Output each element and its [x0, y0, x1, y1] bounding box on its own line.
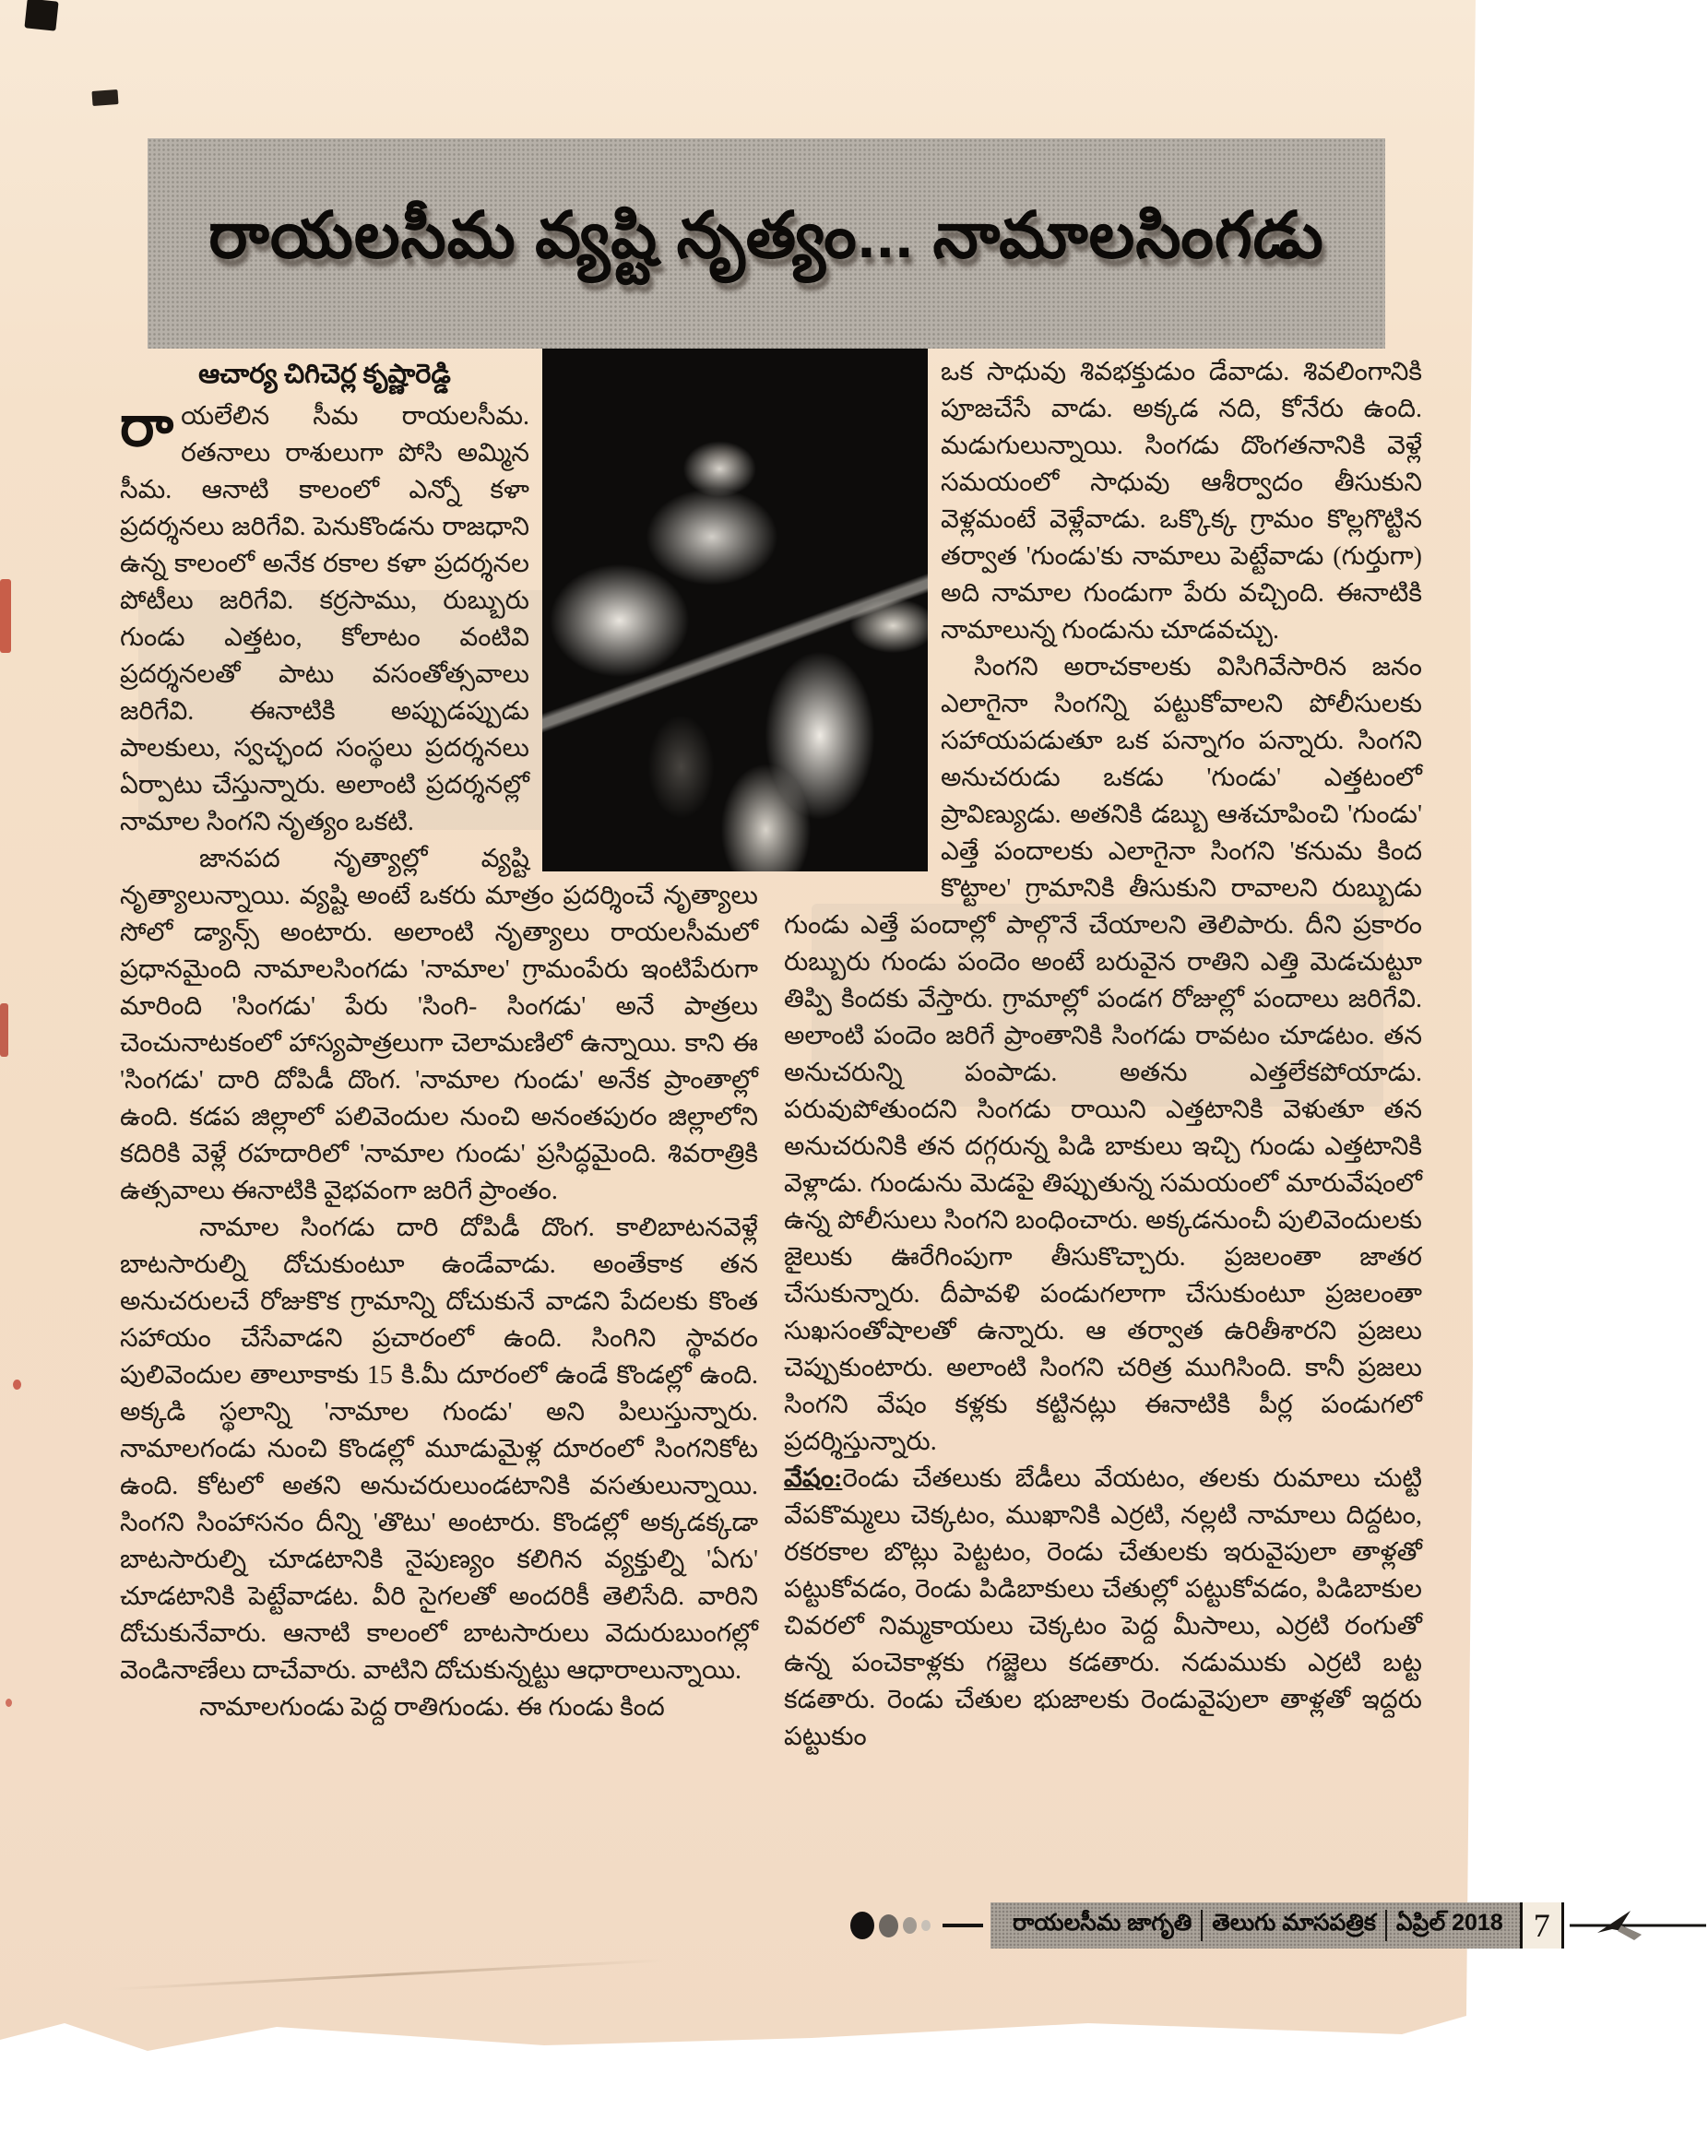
- scan-artifact-red: [13, 1380, 21, 1390]
- paragraph-text: రెండు చేతలుకు బేడీలు వేయటం, తలకు రుమాలు చుట్టి వేపకొమ్మలు చెక్కటం, ముఖానికి ఎర్రటి, నల్లటి నామాలు దిద్దటం, రకరకాల బొట్లు పెట్టటం, రెండు చేతులకు ఇరువైపులా తాళ్లతో పట్టుకోవడం, రెండు పిడిబాకులు చేతుల్లో పట్టుకోవడం, పిడిబాకుల చివరలో నిమ్మకాయలు చెక్కటం పెద్ద మీసాలు, ఎర్రటి రంగుతో ఉన్న పంచెకాళ్లకు గజ్జెలు కడతారు. నడుముకు ఎర్రటి బట్ట కడతారు. రెండు చేతుల భుజాలకు రెండువైపులా తాళ్లతో ఇద్దరు పట్టుకుం: [784, 1464, 1422, 1751]
- paragraph: [784, 1461, 1422, 1756]
- footer-dash: [943, 1924, 983, 1927]
- drop-cap: రా: [120, 396, 174, 458]
- footer-arrow-icon: [1570, 1905, 1708, 1946]
- scan-artifact: [24, 0, 58, 31]
- author-byline: ఆచార్య చిగిచెర్ల కృష్ణారెడ్డి: [198, 360, 451, 389]
- issue-date: ఏప్రిల్ 2018: [1395, 1909, 1503, 1936]
- performer-photo: [542, 349, 928, 871]
- page-number: 7: [1520, 1902, 1564, 1949]
- magazine-type: తెలుగు మాసపత్రిక: [1212, 1909, 1376, 1936]
- paragraph: నామాలగుండు పెద్ద రాతిగుండు. ఈ గుండు కింద: [199, 1693, 665, 1722]
- footer-dot-icon: [903, 1917, 917, 1934]
- scan-artifact-red: [0, 1003, 8, 1057]
- footer-dot-icon: [921, 1920, 931, 1931]
- scan-artifact-red: [6, 1699, 12, 1707]
- footer-band: [990, 1902, 1564, 1949]
- title-banner: [148, 138, 1385, 349]
- magazine-name: రాయలసీమ జాగృతి: [1013, 1909, 1192, 1936]
- costume-section-label: వేషం:: [784, 1464, 843, 1493]
- scan-artifact-red: [0, 579, 11, 653]
- paragraph-text: యలేలిన సీమ రాయలసీమ. రతనాలు రాశులుగా పోసి అమ్మిన సీమ. ఆనాటి కాలంలో ఎన్నో కళా ప్రదర్శనలు జరిగేవి. పెనుకొండను రాజధాని ఉన్న కాలంలో అనేక రకాల కళా ప్రదర్శనల పోటీలు జరిగేవి. కర్రసాము, రుబ్బురు గుండు ఎత్తటం, కోలాటం వంటివి ప్రదర్శనలతో పాటు వసంతోత్సవాలు జరిగేవి. ఈనాటికి అప్పుడప్పుడు పాలకులు, స్వచ్ఛంద సంస్థలు ప్రదర్శనలు ఏర్పాటు చేస్తున్నారు. అలాంటి ప్రదర్శనల్లో నామాల సింగని నృత్యం ఒకటి.: [120, 402, 529, 836]
- footer-dot-icon: [879, 1914, 898, 1937]
- page-title: రాయలసీమ వ్యష్టి నృత్యం... నామాలసింగడు: [208, 199, 1324, 271]
- page-footer: [850, 1901, 1708, 1949]
- paragraph: నామాల సింగడు దారి దోపిడీ దొంగ. కాలిబాటనవెళ్లే బాటసారుల్ని దోచుకుంటూ ఉండేవాడు. అంతేకాక తన అనుచరులచే రోజుకొక గ్రామాన్ని దోచుకునే వాడని పేదలకు కొంత సహాయం చేసేవాడని ప్రచారంలో ఉంది. సింగిని స్థావరం పులివెందుల తాలూకాకు 15 కి.మీ దూరంలో ఉండే కొండల్లో ఉంది. అక్కడి స్థలాన్ని 'నామాల గుండు' అని పిలుస్తున్నారు. నామాలగండు నుంచి కొండల్లో మూడుమైళ్ల దూరంలో సింగనికోట ఉంది. కోటలో అతని అనుచరులుండటానికి వసతులున్నాయి. సింగని సింహాసనం దీన్ని 'తొటు' అంటారు. కొండల్లో అక్కడక్కడా బాటసారుల్ని చూడటానికి నైపుణ్యం కలిగిన వ్యక్తుల్ని 'ఏగు' చూడటానికి పెట్టేవాడట. వీరి సైగలతో అందరికీ తెలిసేది. వారిని దోచుకునేవారు. ఆనాటి కాలంలో బాటసారులు వెదురుబుంగల్లో వెండినాణేలు దాచేవారు. వాటిని దోచుకున్నట్టు ఆధారాలున్నాయి.: [120, 1214, 758, 1685]
- paragraph: జానపద నృత్యాల్లో వ్యష్టి నృత్యాలున్నాయి. వ్యష్టి అంటే ఒకరు మాత్రం ప్రదర్శించే నృత్యాలు సోలో డ్యాన్స్ అంటారు. అలాంటి నృత్యాలు రాయలసీమలో ప్రధానమైంది నామాలసింగడు 'నామాల' గ్రామంపేరు ఇంటిపేరుగా మారింది 'సింగడు' పేరు 'సింగి- సింగడు' అనే పాత్రలు చెంచునాటకంలో హాస్యపాత్రలుగా చెలామణిలో ఉన్నాయి. కాని ఈ 'సింగడు' దారి దోపిడీ దొంగ. 'నామాల గుండు' అనేక ప్రాంతాల్లో ఉంది. కడప జిల్లాలో పలివెందుల నుంచి అనంతపురం జిల్లాలోని కదిరికి వెళ్లే రహదారిలో 'నామాల గుండు' ప్రసిద్ధమైంది. శివరాత్రికి ఉత్సవాలు ఈనాటికి వైభవంగా జరిగే ప్రాంతం.: [120, 845, 758, 1205]
- paragraph: సింగని అరాచకాలకు విసిగివేసారిన జనం ఎలాగైనా సింగన్ని పట్టుకోవాలని పోలీసులకు సహాయపడుతూ ఒక పన్నాగం పన్నారు. సింగని అనుచరుడు ఒకడు 'గుండు' ఎత్తటంలో ప్రావిణ్యుడు. అతనికి డబ్బు ఆశచూపించి 'గుండు' ఎత్తే పందాలకు ఎలాగైనా సింగని 'కనుమ కింద కొట్టాల' గ్రామానికి తీసుకుని రావాలని రుబ్బుడు గుండు ఎత్తే పందాల్లో పాల్గొనే చేయాలని తెలిపారు. దీని ప్రకారం రుబ్బురు గుండు పందెం అంటే బరువైన రాతిని ఎత్తి మెడచుట్టూ తిప్పి కిందకు వేస్తారు. గ్రామాల్లో పండగ రోజుల్లో పందాలు జరిగేవి. అలాంటి పందెం జరిగే ప్రాంతానికి సింగడు రావటం చూడటం. తన అనుచరున్ని పంపాడు. అతను ఎత్తలేకపోయాడు. పరువుపోతుందని సింగడు రాయిని ఎత్తటానికి వెళుతూ తన అనుచరునికి తన దగ్గరున్న పిడి బాకులు ఇచ్చి గుండు ఎత్తటానికి వెళ్లాడు. గుండును మెడపై తిప్పుతున్న సమయంలో మారువేషంలో ఉన్న పోలీసులు సింగని బంధించారు. అక్కడనుంచీ పులివెందులకు జైలుకు ఊరేగింపుగా తీసుకొచ్చారు. ప్రజలంతా జాతర చేసుకున్నారు. దీపావళి పండుగలాగా చేసుకుంటూ ప్రజలంతా సుఖసంతోషాలతో ఉన్నారు. ఆ తర్వాత ఉరితీశారని ప్రజలు చెప్పుకుంటారు. అలాంటి సింగని చరిత్ర ముగిసింది. కానీ ప్రజలు సింగని వేషం కళ్లకు కట్టినట్లు ఈనాటికి పీర్ల పండుగలో ప్రదర్శిస్తున్నారు.: [784, 653, 1422, 1456]
- footer-dot-icon: [850, 1912, 874, 1939]
- scan-artifact: [91, 89, 118, 106]
- paragraph: ఒక సాధువు శివభక్తుడుం డేవాడు. శివలింగానికి పూజచేసే వాడు. అక్కడ నది, కోనేరు ఉంది. మడుగులున్నాయి. సింగడు దొంగతనానికి వెళ్లే సమయంలో సాధువు ఆశీర్వాదం తీసుకుని వెళ్లమంటే వెళ్లేవాడు. ఒక్కొక్క గ్రామం కొల్లగొట్టిన తర్వాత 'గుండు'కు నామాలు పెట్టేవాడు (గుర్తుగా) అది నామాల గుండుగా పేరు వచ్చింది. ఈనాటికి నామాలున్న గుండును చూడవచ్చు.: [941, 358, 1422, 645]
